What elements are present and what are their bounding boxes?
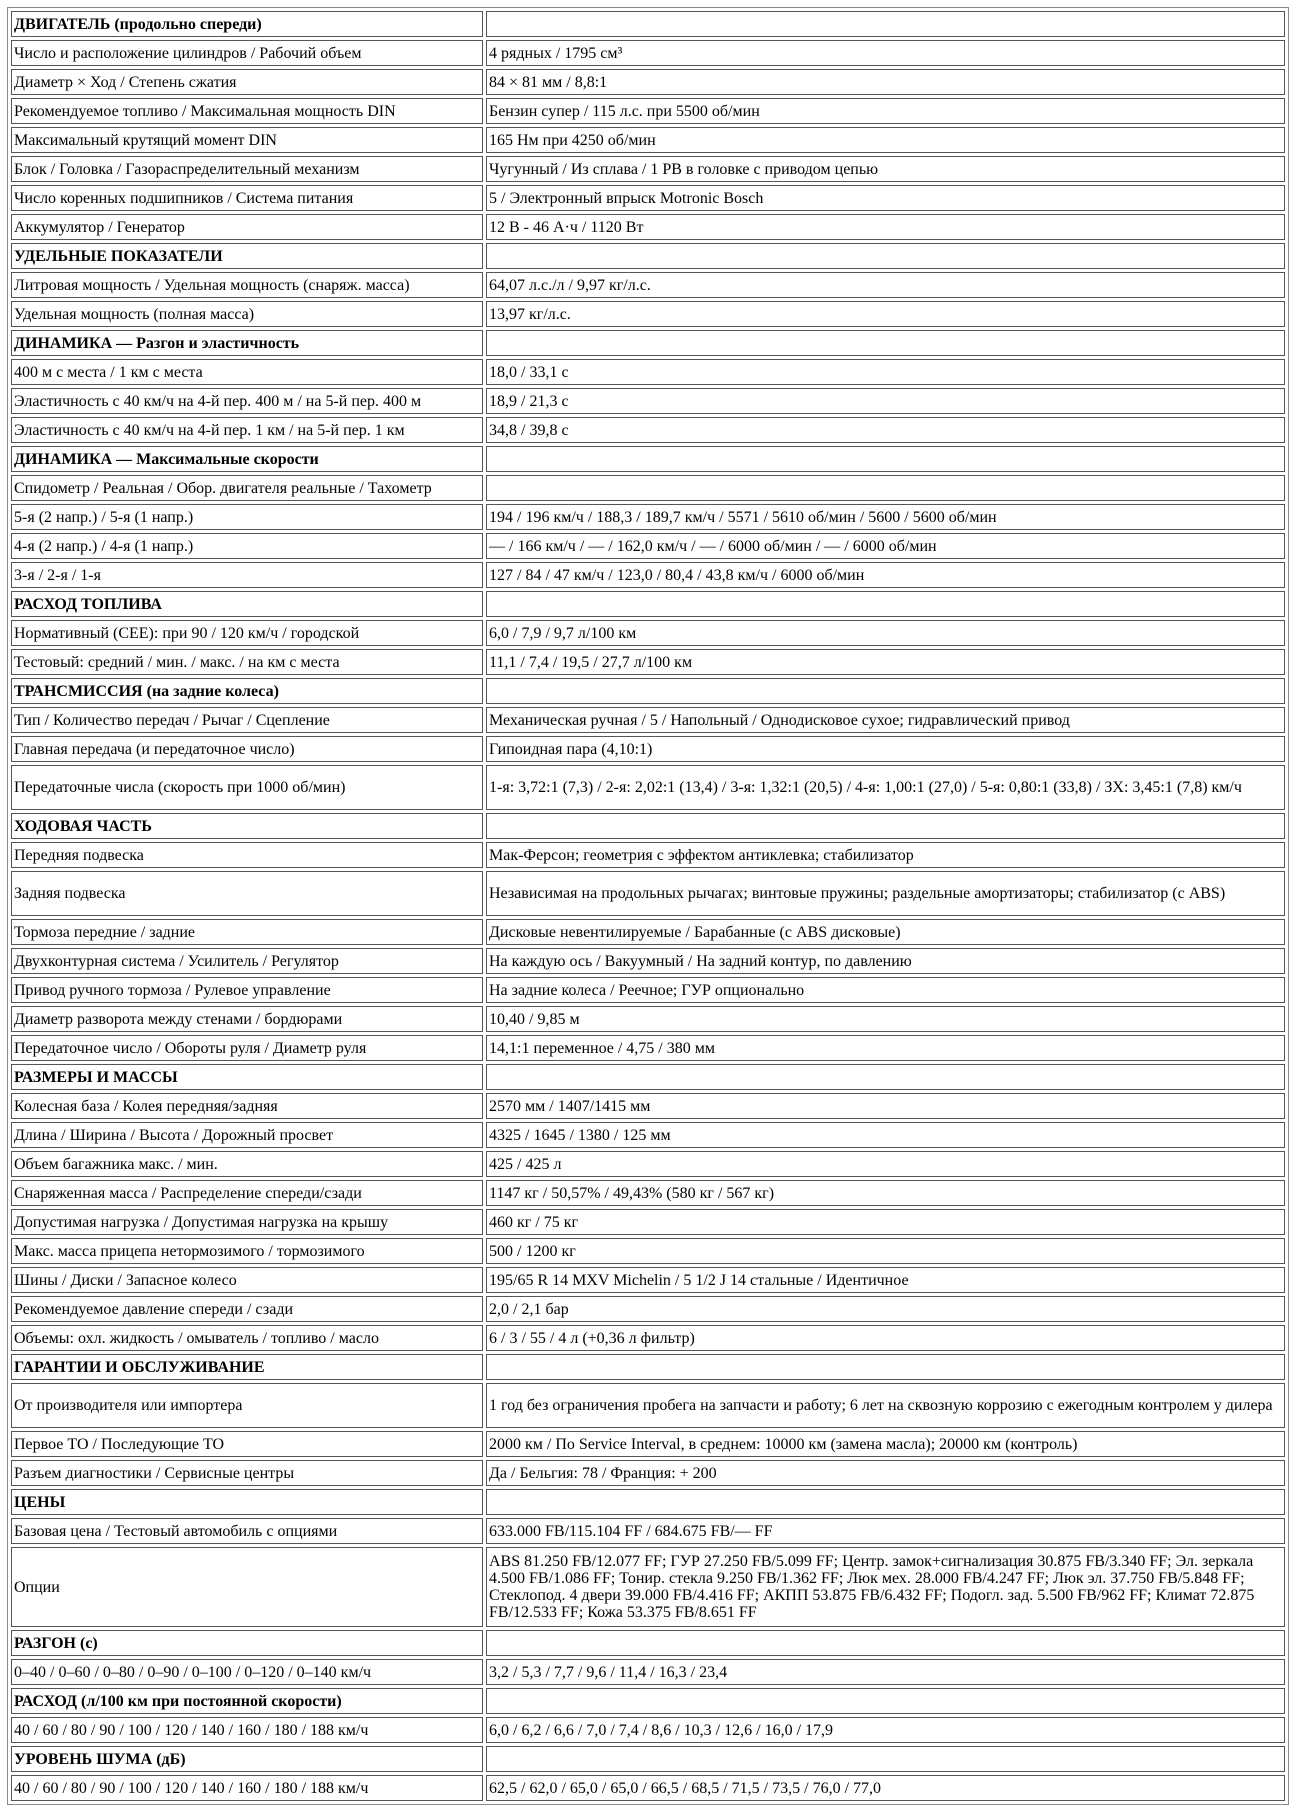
spec-label: Опции (11, 1547, 483, 1627)
spec-label: Передняя подвеска (11, 842, 483, 868)
table-row (11, 1267, 1285, 1293)
spec-label: Удельная мощность (полная масса) (11, 301, 483, 327)
spec-label: От производителя или импортера (11, 1383, 483, 1428)
section-header-row (11, 813, 1285, 839)
spec-label: Снаряженная масса / Распределение спереди/сзади (11, 1180, 483, 1206)
spec-value: 1-я: 3,72:1 (7,3) / 2-я: 2,02:1 (13,4) / 3-я: 1,32:1 (20,5) / 4-я: 1,00:1 (27,0) / 5-я: 0,80:1 (33,8) / ЗХ: 3,45:1 (7,8) км/ч (486, 765, 1285, 810)
section-title: РАСХОД (л/100 км при постоянной скорости) (11, 1688, 483, 1714)
table-row (11, 562, 1285, 588)
spec-value: 425 / 425 л (486, 1151, 1285, 1177)
table-row (11, 1325, 1285, 1351)
spec-label: Спидометр / Реальная / Обор. двигателя реальные / Тахометр (11, 475, 483, 501)
table-row (11, 1518, 1285, 1544)
section-header-row (11, 11, 1285, 37)
spec-value: 3,2 / 5,3 / 7,7 / 9,6 / 11,4 / 16,3 / 23,4 (486, 1659, 1285, 1685)
spec-value: 1147 кг / 50,57% / 49,43% (580 кг / 567 кг) (486, 1180, 1285, 1206)
spec-value: 13,97 кг/л.с. (486, 301, 1285, 327)
spec-label: Первое ТО / Последующие ТО (11, 1431, 483, 1457)
section-title: ТРАНСМИССИЯ (на задние колеса) (11, 678, 483, 704)
table-row (11, 40, 1285, 66)
spec-value: Да / Бельгия: 78 / Франция: + 200 (486, 1460, 1285, 1486)
section-title: УДЕЛЬНЫЕ ПОКАЗАТЕЛИ (11, 243, 483, 269)
table-row (11, 185, 1285, 211)
table-row (11, 301, 1285, 327)
table-row (11, 649, 1285, 675)
section-title: ДИНАМИКА — Максимальные скорости (11, 446, 483, 472)
spec-label: 40 / 60 / 80 / 90 / 100 / 120 / 140 / 160 / 180 / 188 км/ч (11, 1775, 483, 1801)
spec-value: 6,0 / 6,2 / 6,6 / 7,0 / 7,4 / 8,6 / 10,3 / 12,6 / 16,0 / 17,9 (486, 1717, 1285, 1743)
spec-value: ABS 81.250 FB/12.077 FF; ГУР 27.250 FB/5.099 FF; Центр. замок+сигнализация 30.875 FB/3.340 FF; Эл. зеркала 4.500 FB/1.086 FF; Тонир. стекла 9.250 FB/1.362 FF; Люк мех. 28.000 FB/4.247 FF; Люк эл. 37.750 FB/5.848 FF; Стеклопод. 4 двери 39.000 FB/4.416 FF; АКПП 53.875 FB/6.432 FF; Подогл. зад. 5.500 FB/962 FF; Климат 72.875 FB/12.533 FF; Кожа 53.375 FB/8.651 FF (486, 1547, 1285, 1627)
table-row (11, 765, 1285, 810)
spec-value: 2000 км / По Service Interval, в среднем: 10000 км (замена масла); 20000 км (контроль) (486, 1431, 1285, 1457)
spec-label: Тестовый: средний / мин. / макс. / на км с места (11, 649, 483, 675)
table-row (11, 1122, 1285, 1148)
spec-value: 62,5 / 62,0 / 65,0 / 65,0 / 66,5 / 68,5 / 71,5 / 73,5 / 76,0 / 77,0 (486, 1775, 1285, 1801)
spec-label: Разъем диагностики / Сервисные центры (11, 1460, 483, 1486)
spec-value: 5 / Электронный впрыск Motronic Bosch (486, 185, 1285, 211)
table-row (11, 1659, 1285, 1685)
section-header-row (11, 1064, 1285, 1090)
table-row (11, 156, 1285, 182)
section-title: ДВИГАТЕЛЬ (продольно спереди) (11, 11, 483, 37)
table-row (11, 620, 1285, 646)
table-row (11, 1238, 1285, 1264)
section-title: ГАРАНТИИ И ОБСЛУЖИВАНИЕ (11, 1354, 483, 1380)
section-empty-cell (486, 1064, 1285, 1090)
spec-value: 6,0 / 7,9 / 9,7 л/100 км (486, 620, 1285, 646)
spec-label: Максимальный крутящий момент DIN (11, 127, 483, 153)
spec-value: 84 × 81 мм / 8,8:1 (486, 69, 1285, 95)
spec-label: 3-я / 2-я / 1-я (11, 562, 483, 588)
table-row (11, 359, 1285, 385)
table-row (11, 1180, 1285, 1206)
section-empty-cell (486, 678, 1285, 704)
table-row (11, 919, 1285, 945)
table-row (11, 1717, 1285, 1743)
section-header-row (11, 1688, 1285, 1714)
spec-value: 14,1:1 переменное / 4,75 / 380 мм (486, 1035, 1285, 1061)
spec-value: 2,0 / 2,1 бар (486, 1296, 1285, 1322)
spec-label: Привод ручного тормоза / Рулевое управление (11, 977, 483, 1003)
spec-value: 195/65 R 14 MXV Michelin / 5 1/2 J 14 стальные / Идентичное (486, 1267, 1285, 1293)
spec-label: Диаметр × Ход / Степень сжатия (11, 69, 483, 95)
section-header-row (11, 1354, 1285, 1380)
section-empty-cell (486, 1354, 1285, 1380)
spec-label: Литровая мощность / Удельная мощность (снаряж. масса) (11, 272, 483, 298)
section-empty-cell (486, 813, 1285, 839)
spec-value: — / 166 км/ч / — / 162,0 км/ч / — / 6000 об/мин / — / 6000 об/мин (486, 533, 1285, 559)
spec-value: Чугунный / Из сплава / 1 РВ в головке с приводом цепью (486, 156, 1285, 182)
table-row (11, 475, 1285, 501)
spec-label: Шины / Диски / Запасное колесо (11, 1267, 483, 1293)
table-row (11, 1383, 1285, 1428)
table-row (11, 127, 1285, 153)
spec-label: Блок / Головка / Газораспределительный механизм (11, 156, 483, 182)
table-row (11, 272, 1285, 298)
spec-label: 0–40 / 0–60 / 0–80 / 0–90 / 0–100 / 0–120 / 0–140 км/ч (11, 1659, 483, 1685)
spec-label: Число коренных подшипников / Система питания (11, 185, 483, 211)
spec-value: 500 / 1200 кг (486, 1238, 1285, 1264)
spec-value: На задние колеса / Реечное; ГУР опционально (486, 977, 1285, 1003)
spec-label: Длина / Ширина / Высота / Дорожный просвет (11, 1122, 483, 1148)
spec-value: 34,8 / 39,8 с (486, 417, 1285, 443)
spec-label: 4-я (2 напр.) / 4-я (1 напр.) (11, 533, 483, 559)
table-row (11, 977, 1285, 1003)
table-row (11, 388, 1285, 414)
spec-label: 5-я (2 напр.) / 5-я (1 напр.) (11, 504, 483, 530)
spec-label: 40 / 60 / 80 / 90 / 100 / 120 / 140 / 160 / 180 / 188 км/ч (11, 1717, 483, 1743)
spec-value: Механическая ручная / 5 / Напольный / Однодисковое сухое; гидравлический привод (486, 707, 1285, 733)
spec-label: Нормативный (CEE): при 90 / 120 км/ч / городской (11, 620, 483, 646)
spec-value: Гипоидная пара (4,10:1) (486, 736, 1285, 762)
section-empty-cell (486, 330, 1285, 356)
spec-value: 165 Нм при 4250 об/мин (486, 127, 1285, 153)
spec-value: 1 год без ограничения пробега на запчасти и работу; 6 лет на сквозную коррозию с ежегодным контролем у дилера (486, 1383, 1285, 1428)
spec-label: Главная передача (и передаточное число) (11, 736, 483, 762)
spec-value: 633.000 FB/115.104 FF / 684.675 FB/— FF (486, 1518, 1285, 1544)
table-row (11, 1775, 1285, 1801)
table-row (11, 214, 1285, 240)
spec-label: Объем багажника макс. / мин. (11, 1151, 483, 1177)
spec-value: 11,1 / 7,4 / 19,5 / 27,7 л/100 км (486, 649, 1285, 675)
spec-label: Тип / Количество передач / Рычаг / Сцепление (11, 707, 483, 733)
table-row (11, 417, 1285, 443)
table-row (11, 1209, 1285, 1235)
spec-value: 10,40 / 9,85 м (486, 1006, 1285, 1032)
spec-label: Число и расположение цилиндров / Рабочий объем (11, 40, 483, 66)
section-empty-cell (486, 591, 1285, 617)
spec-label: Макс. масса прицепа нетормозимого / тормозимого (11, 1238, 483, 1264)
section-header-row (11, 1746, 1285, 1772)
spec-label: Колесная база / Колея передняя/задняя (11, 1093, 483, 1119)
table-row (11, 533, 1285, 559)
section-empty-cell (486, 1630, 1285, 1656)
section-header-row (11, 678, 1285, 704)
section-title: ЦЕНЫ (11, 1489, 483, 1515)
section-header-row (11, 330, 1285, 356)
spec-value: Бензин супер / 115 л.с. при 5500 об/мин (486, 98, 1285, 124)
table-row (11, 69, 1285, 95)
spec-value: 12 В - 46 А·ч / 1120 Вт (486, 214, 1285, 240)
spec-label: Аккумулятор / Генератор (11, 214, 483, 240)
spec-value: 18,0 / 33,1 с (486, 359, 1285, 385)
spec-value: 194 / 196 км/ч / 188,3 / 189,7 км/ч / 5571 / 5610 об/мин / 5600 / 5600 об/мин (486, 504, 1285, 530)
table-row (11, 1547, 1285, 1627)
spec-value: На каждую ось / Вакуумный / На задний контур, по давлению (486, 948, 1285, 974)
table-row (11, 1006, 1285, 1032)
spec-table (7, 7, 1289, 1805)
spec-table-body (11, 11, 1285, 1801)
spec-value: Мак-Ферсон; геометрия с эффектом антиклевка; стабилизатор (486, 842, 1285, 868)
spec-label: Базовая цена / Тестовый автомобиль с опциями (11, 1518, 483, 1544)
spec-value (486, 475, 1285, 501)
table-row (11, 1296, 1285, 1322)
section-title: УРОВЕНЬ ШУМА (дБ) (11, 1746, 483, 1772)
table-row (11, 948, 1285, 974)
table-row (11, 871, 1285, 916)
section-header-row (11, 591, 1285, 617)
table-row (11, 842, 1285, 868)
section-title: РАСХОД ТОПЛИВА (11, 591, 483, 617)
spec-value: 6 / 3 / 55 / 4 л (+0,36 л фильтр) (486, 1325, 1285, 1351)
table-row (11, 1460, 1285, 1486)
spec-value: 4325 / 1645 / 1380 / 125 мм (486, 1122, 1285, 1148)
section-header-row (11, 446, 1285, 472)
spec-label: Двухконтурная система / Усилитель / Регулятор (11, 948, 483, 974)
section-empty-cell (486, 1688, 1285, 1714)
spec-label: Рекомендуемое топливо / Максимальная мощность DIN (11, 98, 483, 124)
section-empty-cell (486, 1746, 1285, 1772)
spec-value: 2570 мм / 1407/1415 мм (486, 1093, 1285, 1119)
spec-value: Независимая на продольных рычагах; винтовые пружины; раздельные амортизаторы; стабилизатор (с ABS) (486, 871, 1285, 916)
spec-label: Диаметр разворота между стенами / бордюрами (11, 1006, 483, 1032)
section-title: РАЗГОН (с) (11, 1630, 483, 1656)
table-row (11, 1151, 1285, 1177)
table-row (11, 707, 1285, 733)
spec-label: Задняя подвеска (11, 871, 483, 916)
section-empty-cell (486, 1489, 1285, 1515)
section-title: ДИНАМИКА — Разгон и эластичность (11, 330, 483, 356)
spec-value: 460 кг / 75 кг (486, 1209, 1285, 1235)
spec-label: Передаточные числа (скорость при 1000 об/мин) (11, 765, 483, 810)
spec-value: 64,07 л.с./л / 9,97 кг/л.с. (486, 272, 1285, 298)
spec-value: 4 рядных / 1795 см³ (486, 40, 1285, 66)
spec-label: Рекомендуемое давление спереди / сзади (11, 1296, 483, 1322)
table-row (11, 98, 1285, 124)
section-header-row (11, 243, 1285, 269)
table-row (11, 1431, 1285, 1457)
spec-label: Эластичность с 40 км/ч на 4-й пер. 400 м / на 5-й пер. 400 м (11, 388, 483, 414)
section-header-row (11, 1489, 1285, 1515)
section-header-row (11, 1630, 1285, 1656)
spec-value: Дисковые невентилируемые / Барабанные (с ABS дисковые) (486, 919, 1285, 945)
spec-label: Объемы: охл. жидкость / омыватель / топливо / масло (11, 1325, 483, 1351)
table-row (11, 736, 1285, 762)
spec-value: 127 / 84 / 47 км/ч / 123,0 / 80,4 / 43,8 км/ч / 6000 об/мин (486, 562, 1285, 588)
spec-label: Эластичность с 40 км/ч на 4-й пер. 1 км / на 5-й пер. 1 км (11, 417, 483, 443)
table-row (11, 1093, 1285, 1119)
section-title: ХОДОВАЯ ЧАСТЬ (11, 813, 483, 839)
table-row (11, 1035, 1285, 1061)
spec-value: 18,9 / 21,3 с (486, 388, 1285, 414)
table-row (11, 504, 1285, 530)
section-title: РАЗМЕРЫ И МАССЫ (11, 1064, 483, 1090)
spec-label: 400 м с места / 1 км с места (11, 359, 483, 385)
section-empty-cell (486, 11, 1285, 37)
section-empty-cell (486, 243, 1285, 269)
spec-label: Передаточное число / Обороты руля / Диаметр руля (11, 1035, 483, 1061)
spec-label: Допустимая нагрузка / Допустимая нагрузка на крышу (11, 1209, 483, 1235)
section-empty-cell (486, 446, 1285, 472)
spec-label: Тормоза передние / задние (11, 919, 483, 945)
